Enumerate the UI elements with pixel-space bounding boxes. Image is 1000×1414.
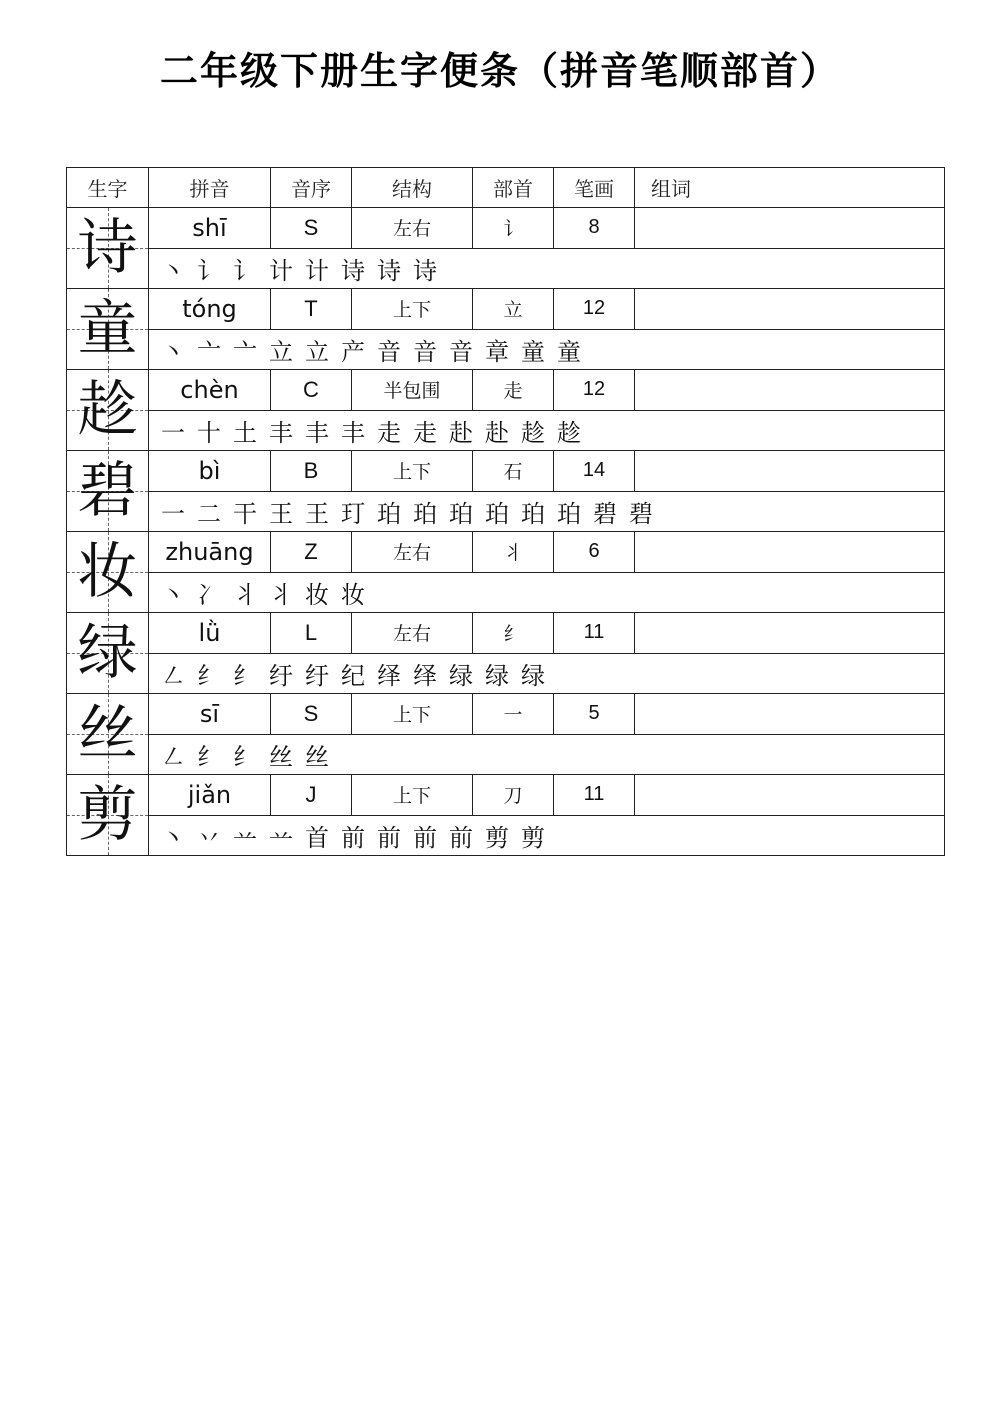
words-cell [635,613,945,654]
stroke-step: 音 [449,337,473,366]
stroke-step: 亠 [197,337,221,366]
stroke-step: 赴 [485,418,509,447]
header-words: 组词 [635,168,945,208]
words-cell [635,694,945,735]
char-info-row [67,208,945,249]
char-info-row [67,370,945,411]
header-strokes: 笔画 [554,168,635,208]
stroke-step: ㇜ [161,742,185,771]
header-radical: 部首 [473,168,554,208]
stroke-step: 丝 [269,742,293,771]
stroke-step: 赴 [449,418,473,447]
char-cell [67,613,149,694]
stroke-step: 珀 [557,499,581,528]
char-cell [67,370,149,451]
stroke-step: 剪 [485,823,509,852]
big-character: 妆 [77,537,138,607]
stroke-step: 绎 [377,661,401,690]
char-cell [67,694,149,775]
pinyin-cell: sī [149,694,271,735]
stroke-step: 丰 [269,418,293,447]
structure-cell: 左右 [352,208,473,249]
stroke-step: 丝 [305,742,329,771]
structure-cell: 上下 [352,451,473,492]
stroke-step: 前 [449,823,473,852]
header-pinyin: 拼音 [149,168,271,208]
stroke-step: ㇜ [161,661,185,690]
stroke-step: 䒑 [269,823,293,852]
stroke-sequence [149,491,945,532]
stroke-step: 纡 [305,661,329,690]
stroke-step: 䒑 [233,823,257,852]
big-character: 诗 [77,213,138,283]
stroke-step: 产 [341,337,365,366]
stroke-step: 绿 [521,661,545,690]
radical-cell: 刀 [473,775,554,816]
char-cell [67,775,149,856]
stroke-order-row [67,329,945,370]
strokes-cell: 6 [554,532,635,573]
stroke-order-row [67,653,945,694]
stroke-step: 丰 [341,418,365,447]
big-character: 碧 [77,456,138,526]
stroke-step: 丶 [161,823,185,852]
char-info-row [67,532,945,573]
stroke-step: 音 [377,337,401,366]
stroke-sequence [149,734,945,775]
structure-cell: 上下 [352,289,473,330]
strokes-cell: 11 [554,775,635,816]
radical-cell: 一 [473,694,554,735]
header-char: 生字 [67,168,149,208]
big-character: 童 [77,294,138,364]
order-cell: J [271,775,352,816]
stroke-step: 碧 [629,499,653,528]
header-structure: 结构 [352,168,473,208]
stroke-step: 丶 [161,256,185,285]
char-cell [67,532,149,613]
order-cell: C [271,370,352,411]
char-info-row [67,694,945,735]
stroke-step: 丶 [161,337,185,366]
radical-cell: 石 [473,451,554,492]
big-character: 剪 [77,780,138,850]
stroke-step: 丰 [305,418,329,447]
order-cell: Z [271,532,352,573]
strokes-cell: 12 [554,370,635,411]
strokes-cell: 11 [554,613,635,654]
strokes-cell: 14 [554,451,635,492]
stroke-step: 珀 [521,499,545,528]
stroke-step: 趁 [521,418,545,447]
pinyin-cell: tóng [149,289,271,330]
char-info-row [67,451,945,492]
pinyin-cell: bì [149,451,271,492]
stroke-step: 纟 [233,742,257,771]
stroke-step: 碧 [593,499,617,528]
stroke-step: 诗 [377,256,401,285]
pinyin-cell: chèn [149,370,271,411]
stroke-sequence [149,329,945,370]
stroke-step: 前 [377,823,401,852]
header-order: 音序 [271,168,352,208]
stroke-step: 王 [269,499,293,528]
stroke-step: 干 [233,499,257,528]
stroke-step: 丬 [269,580,293,609]
stroke-step: 首 [305,823,329,852]
stroke-order-row [67,491,945,532]
stroke-step: 二 [197,499,221,528]
stroke-order-row [67,410,945,451]
char-cell [67,208,149,289]
char-cell [67,289,149,370]
order-cell: T [271,289,352,330]
character-table [66,167,945,856]
stroke-step: 亠 [233,337,257,366]
stroke-order-row [67,572,945,613]
stroke-step: 纪 [341,661,365,690]
char-info-row [67,775,945,816]
big-character: 绿 [77,618,138,688]
stroke-step: 趁 [557,418,581,447]
structure-cell: 左右 [352,532,473,573]
page-title: 二年级下册生字便条（拼音笔顺部首） [159,49,840,93]
stroke-step: 珀 [377,499,401,528]
stroke-sequence [149,815,945,856]
stroke-step: 绿 [485,661,509,690]
structure-cell: 左右 [352,613,473,654]
char-info-row [67,289,945,330]
stroke-step: 走 [413,418,437,447]
stroke-step: 纡 [269,661,293,690]
stroke-step: 绎 [413,661,437,690]
strokes-cell: 12 [554,289,635,330]
stroke-step: 讠 [197,256,221,285]
strokes-cell: 5 [554,694,635,735]
stroke-step: 童 [557,337,581,366]
order-cell: B [271,451,352,492]
pinyin-cell: zhuāng [149,532,271,573]
stroke-step: 章 [485,337,509,366]
stroke-sequence [149,410,945,451]
stroke-step: 冫 [197,580,221,609]
stroke-sequence [149,572,945,613]
stroke-step: 王 [305,499,329,528]
order-cell: S [271,208,352,249]
header-row [67,168,945,208]
stroke-step: 妆 [341,580,365,609]
words-cell [635,370,945,411]
structure-cell: 半包围 [352,370,473,411]
big-character: 趁 [77,375,138,445]
stroke-step: 丬 [233,580,257,609]
pinyin-cell: lǜ [149,613,271,654]
stroke-order-row [67,734,945,775]
stroke-step: 珀 [413,499,437,528]
stroke-step: 计 [269,256,293,285]
words-cell [635,532,945,573]
char-info-row [67,613,945,654]
radical-cell: 纟 [473,613,554,654]
words-cell [635,775,945,816]
stroke-step: 诗 [341,256,365,285]
pinyin-cell: shī [149,208,271,249]
order-cell: S [271,694,352,735]
stroke-step: 讠 [233,256,257,285]
stroke-step: 立 [269,337,293,366]
order-cell: L [271,613,352,654]
stroke-step: 纟 [197,661,221,690]
stroke-step: 玎 [341,499,365,528]
words-cell [635,451,945,492]
stroke-step: 前 [413,823,437,852]
stroke-order-row [67,248,945,289]
stroke-sequence [149,248,945,289]
big-character: 丝 [77,699,138,769]
stroke-step: 珀 [449,499,473,528]
stroke-step: 一 [161,418,185,447]
stroke-step: 十 [197,418,221,447]
stroke-step: 丶 [161,580,185,609]
stroke-step: 纟 [197,742,221,771]
radical-cell: 讠 [473,208,554,249]
stroke-step: 诗 [413,256,437,285]
radical-cell: 立 [473,289,554,330]
radical-cell: 走 [473,370,554,411]
stroke-step: 土 [233,418,257,447]
stroke-order-row [67,815,945,856]
stroke-step: 前 [341,823,365,852]
words-cell [635,289,945,330]
stroke-step: 丷 [197,823,221,852]
words-cell [635,208,945,249]
stroke-step: 走 [377,418,401,447]
stroke-step: 音 [413,337,437,366]
char-cell [67,451,149,532]
structure-cell: 上下 [352,775,473,816]
stroke-step: 绿 [449,661,473,690]
radical-cell: 丬 [473,532,554,573]
structure-cell: 上下 [352,694,473,735]
stroke-step: 童 [521,337,545,366]
stroke-step: 剪 [521,823,545,852]
pinyin-cell: jiǎn [149,775,271,816]
stroke-step: 一 [161,499,185,528]
strokes-cell: 8 [554,208,635,249]
stroke-sequence [149,653,945,694]
stroke-step: 计 [305,256,329,285]
stroke-step: 珀 [485,499,509,528]
stroke-step: 妆 [305,580,329,609]
stroke-step: 纟 [233,661,257,690]
stroke-step: 立 [305,337,329,366]
